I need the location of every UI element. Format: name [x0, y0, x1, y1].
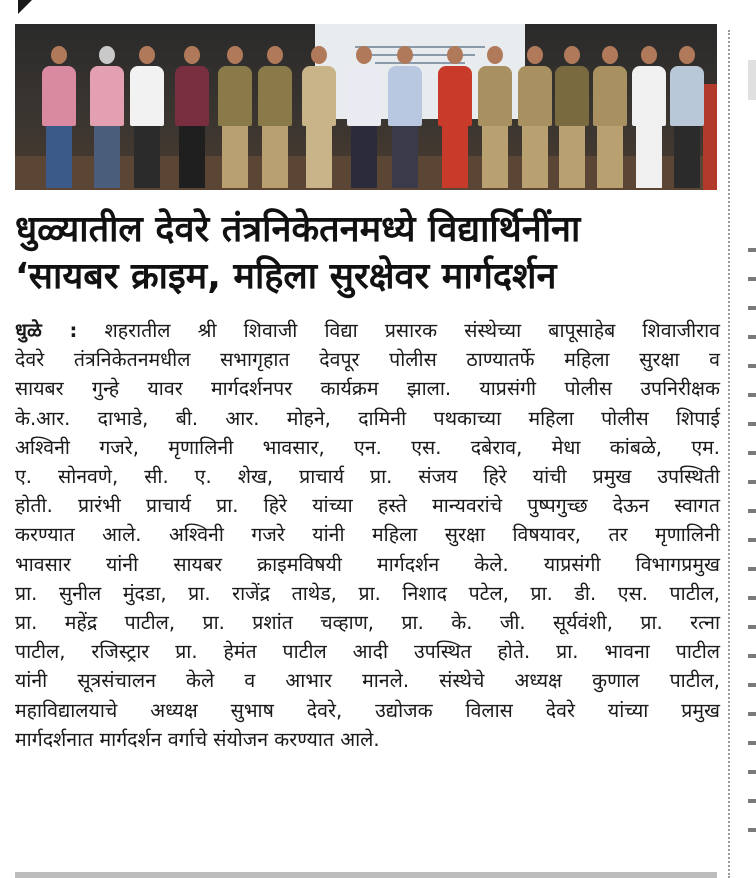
article-line-12: पाटील, रजिस्ट्रार प्रा. हेमंत पाटील आदी उपस्थित होते. प्रा. भावना पाटील	[15, 640, 720, 664]
corner-mark	[18, 0, 32, 14]
column-divider	[728, 30, 730, 878]
article-line-4: के.आर. दाभाडे, बी. आर. मोहने, दामिनी पथकाच्या महिला पोलीस शिपाई	[15, 406, 720, 430]
adjacent-column-text-edge	[748, 230, 756, 850]
article-line-8: करण्यात आले. अश्विनी गजरे यांनी महिला सुरक्षा विषयावर, तर मृणालिनी	[15, 523, 720, 547]
adjacent-column-image-edge	[748, 60, 756, 100]
article-line-6: ए. सोनवणे, सी. ए. शेख, प्राचार्य प्रा. संजय हिरे यांची प्रमुख उपस्थिती	[15, 465, 720, 489]
article-body	[15, 316, 720, 754]
article-line-10: प्रा. सुनील मुंदडा, प्रा. राजेंद्र ताथेड, प्रा. निशाद पटेल, प्रा. डी. एस. पाटील,	[15, 581, 720, 605]
article-line-15: मार्गदर्शनात मार्गदर्शन वर्गाचे संयोजन करण्यात आले.	[15, 727, 380, 751]
article-line-11: प्रा. महेंद्र पाटील, प्रा. प्रशांत चव्हाण, प्रा. के. जी. सूर्यवंशी, प्रा. रत्ना	[15, 611, 720, 635]
dateline: धुळे :	[15, 319, 78, 342]
article-line-1-text: शहरातील श्री शिवाजी विद्या प्रसारक संस्थेच्या बापूसाहेब शिवाजीराव	[104, 319, 721, 342]
article-line-3: सायबर गुन्हे यावर मार्गदर्शनपर कार्यक्रम झाला. याप्रसंगी पोलीस उपनिरीक्षक	[15, 377, 720, 401]
article-line-7: होती. प्रारंभी प्राचार्य प्रा. हिरे यांच्या हस्ते मान्यवरांचे पुष्पगुच्छ देऊन स्वागत	[15, 494, 720, 518]
article-line-2: देवरे तंत्रनिकेतनमधील सभागृहात देवपूर पोलीस ठाण्यातर्फे महिला सुरक्षा व	[15, 348, 720, 372]
article-line-13: यांनी सूत्रसंचालन केले व आभार मानले. संस्थेचे अध्यक्ष कुणाल पाटील,	[15, 669, 720, 693]
group-photo	[15, 24, 717, 190]
headline-line-1: धुळ्यातील देवरे तंत्रनिकेतनमध्ये विद्यार्थिनींना	[15, 209, 581, 250]
headline	[15, 206, 735, 300]
article-line-5: अश्विनी गजरे, मृणालिनी भावसार, एन. एस. दबेराव, मेधा कांबळे, एम.	[15, 435, 720, 459]
banner	[703, 84, 717, 190]
article-line-14: महाविद्यालयाचे अध्यक्ष सुभाष देवरे, उद्योजक विलास देवरे यांच्या प्रमुख	[15, 698, 720, 722]
article-line-1	[15, 316, 720, 345]
next-article-edge	[15, 872, 717, 878]
article-line-9: भावसार यांनी सायबर क्राइमविषयी मार्गदर्शन केले. याप्रसंगी विभागप्रमुख	[15, 552, 720, 576]
headline-line-2: ‘सायबर क्राइम, महिला सुरक्षेवर मार्गदर्शन	[15, 256, 557, 297]
